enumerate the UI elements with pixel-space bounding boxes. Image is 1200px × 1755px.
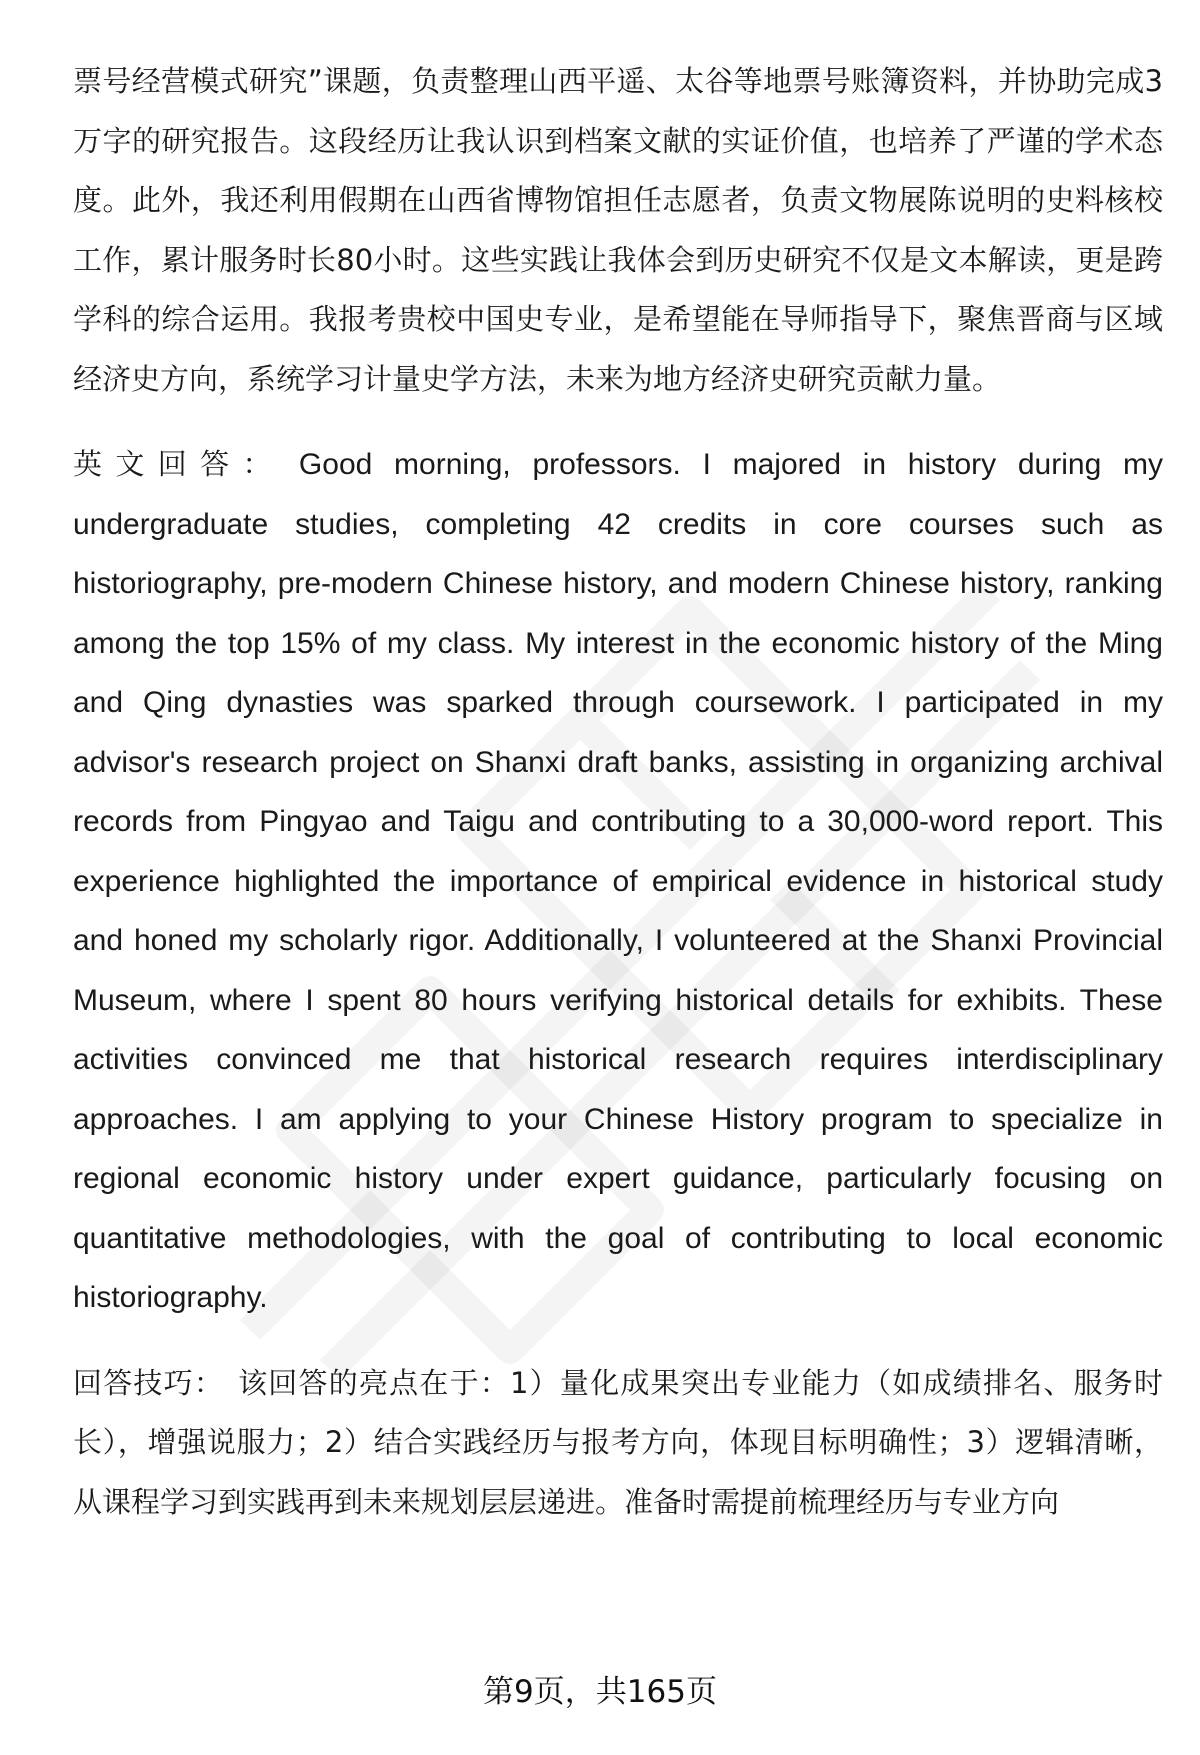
english-answer-text: Good morning, professors. I majored in history during my undergraduate studies, completing 42 credits in core courses such as historiography, pre-modern Chinese history, and modern Chinese history, ranking among the top 15% of my class. My interest in the economic history of the Ming and Qing dynasties was sparked through coursework. I participated in my advisor's research project on Shanxi draft banks, assisting in organizing archival records from Pingyao and Taigu and contributing to a 30,000-word report. This experience highlighted the importance of empirical evidence in historical study and honed my scholarly rigor. Additionally, I volunteered at the Shanxi Provincial Museum, where I spent 80 hours verifying historical details for exhibits. These activities convinced me that historical research requires interdisciplinary approaches. I am applying to your Chinese History program to specialize in regional economic history under expert guidance, particularly focusing on quantitative methodologies, with the goal of contributing to local economic historiography. <box>73 448 1163 1314</box>
page-number-footer: 第9页，共165页 <box>483 1674 717 1710</box>
answer-tips-label: 回答技巧： <box>73 1365 225 1400</box>
paragraph-text: 票号经营模式研究”课题，负责整理山西平遥、太谷等地票号账簿资料，并协助完成3万字的研究报告。这段经历让我认识到档案文献的实证价值，也培养了严谨的学术态度。此外，我还利用假期在山西省博物馆担任志愿者，负责文物展陈说明的史料核校工作，累计服务时长80小时。这些实践让我体会到历史研究不仅是文本解读，更是跨学科的综合运用。我报考贵校中国史专业，是希望能在导师指导下，聚焦晋商与区域经济史方向，系统学习计量史学方法，未来为地方经济史研究贡献力量。 <box>73 64 1163 396</box>
paragraph-answer-tips <box>73 1354 1163 1533</box>
paragraph-chinese-continuation <box>73 52 1163 409</box>
main-content <box>73 52 1163 1532</box>
paragraph-english-answer <box>73 435 1163 1328</box>
answer-tips-text: 该回答的亮点在于：1）量化成果突出专业能力（如成绩排名、服务时长），增强说服力；2）结合实践经历与报考方向，体现目标明确性；3）逻辑清晰，从课程学习到实践再到未来规划层层递进。准备时需提前梳理经历与专业方向 <box>73 1365 1163 1519</box>
english-answer-label: 英文回答： <box>73 447 285 481</box>
